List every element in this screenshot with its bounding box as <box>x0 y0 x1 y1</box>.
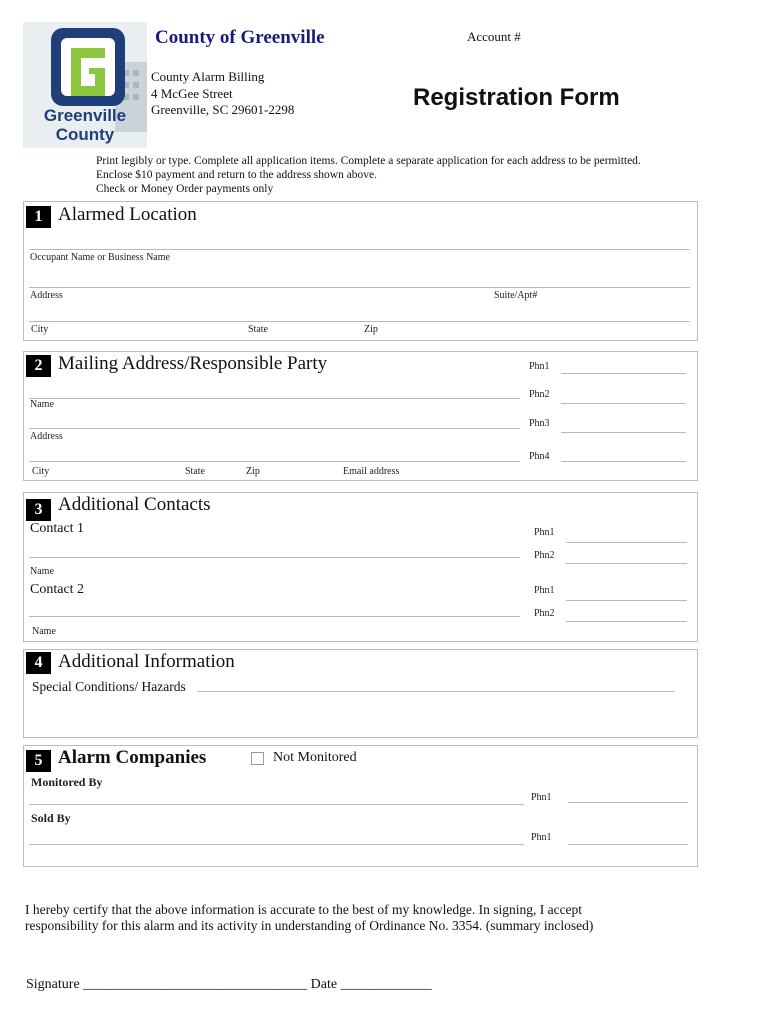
org-name: County of Greenville <box>155 27 325 48</box>
contact2-name-label: Name <box>32 626 56 637</box>
occupant-name-line[interactable] <box>29 249 690 250</box>
section-additional-information <box>23 649 698 738</box>
sold-by-label: Sold By <box>31 811 71 825</box>
phn4-label: Phn4 <box>529 451 550 462</box>
section-title: Additional Contacts <box>58 494 211 515</box>
address-label: Address <box>30 290 63 301</box>
instructions-line1: Print legibly or type. Complete all application items. Complete a separate application for each address to be permitted. <box>96 155 641 167</box>
logo-text-greenville: Greenville <box>43 106 127 125</box>
section-mailing-address <box>23 351 698 481</box>
contact2-phn1-label: Phn1 <box>534 585 555 596</box>
contact2-phn2-line[interactable] <box>566 621 687 622</box>
not-monitored-checkbox[interactable] <box>251 752 264 765</box>
section-additional-contacts <box>23 492 698 642</box>
instructions-line2: Enclose $10 payment and return to the address shown above. <box>96 169 378 181</box>
special-conditions-label: Special Conditions/ Hazards <box>32 679 186 694</box>
address-label: Address <box>30 431 63 442</box>
section-alarm-companies <box>23 745 698 867</box>
not-monitored-label: Not Monitored <box>273 750 357 765</box>
section-alarmed-location <box>23 201 698 341</box>
contact1-label: Contact 1 <box>30 521 85 536</box>
city-label: City <box>31 324 49 335</box>
contact1-phn1-line[interactable] <box>566 542 687 543</box>
section-number: 5 <box>26 750 51 772</box>
special-conditions-line[interactable] <box>198 691 674 692</box>
instructions-line3: Check or Money Order payments only <box>96 183 274 195</box>
certification-line2: responsibility for this alarm and its activity in understanding of Ordinance No. 3354. (summary inclosed) <box>25 918 594 933</box>
billing-address-line1: County Alarm Billing <box>151 69 265 84</box>
form-title: Registration Form <box>413 84 620 111</box>
monitored-by-line[interactable] <box>29 804 524 805</box>
sold-by-phn1-line[interactable] <box>568 844 688 845</box>
contact1-name-line[interactable] <box>29 557 520 558</box>
section-title: Alarm Companies <box>58 747 207 768</box>
section-number: 3 <box>26 499 51 521</box>
section-number: 2 <box>26 355 51 377</box>
name-label: Name <box>30 399 54 410</box>
occupant-name-label: Occupant Name or Business Name <box>30 252 170 263</box>
state-label: State <box>248 324 268 335</box>
contact1-phn2-line[interactable] <box>566 563 687 564</box>
address-line[interactable] <box>29 287 690 288</box>
section-title: Additional Information <box>58 651 235 672</box>
contact2-phn1-line[interactable] <box>566 600 687 601</box>
billing-address-line2: 4 McGee Street <box>151 86 233 101</box>
section-number: 4 <box>26 652 51 674</box>
sold-by-line[interactable] <box>29 844 524 845</box>
phn1-line[interactable] <box>561 373 686 374</box>
contact2-label: Contact 2 <box>30 582 85 597</box>
phn2-label: Phn2 <box>529 389 550 400</box>
zip-label: Zip <box>364 324 378 335</box>
contact1-name-label: Name <box>30 566 54 577</box>
city-state-zip-line[interactable] <box>29 321 690 322</box>
phn1-label: Phn1 <box>529 361 550 372</box>
phn3-label: Phn3 <box>529 418 550 429</box>
section-title: Mailing Address/Responsible Party <box>58 353 328 374</box>
state-label: State <box>185 466 205 477</box>
date-field[interactable]: _____________ <box>340 977 432 992</box>
section-number: 1 <box>26 206 51 228</box>
city-line[interactable] <box>29 461 520 462</box>
section-title: Alarmed Location <box>58 204 197 225</box>
phn3-line[interactable] <box>561 432 686 433</box>
phn4-line[interactable] <box>561 461 686 462</box>
certification-line1: I hereby certify that the above information is accurate to the best of my knowledge. In signing, I accept <box>25 902 583 917</box>
email-label: Email address <box>343 466 400 477</box>
phn2-line[interactable] <box>561 403 686 404</box>
zip-label: Zip <box>246 466 260 477</box>
account-label: Account # <box>467 29 521 44</box>
contact2-name-line[interactable] <box>29 616 520 617</box>
monitored-by-label: Monitored By <box>31 775 103 789</box>
address-line[interactable] <box>29 428 520 429</box>
signature-row <box>26 977 432 993</box>
signature-label: Signature <box>26 977 80 992</box>
city-label: City <box>32 466 50 477</box>
billing-address-line3: Greenville, SC 29601-2298 <box>151 102 295 117</box>
sold-by-phn1-label: Phn1 <box>531 832 552 843</box>
monitored-by-phn1-label: Phn1 <box>531 792 552 803</box>
name-line[interactable] <box>29 398 520 399</box>
date-label: Date <box>310 977 338 992</box>
county-logo <box>23 22 147 148</box>
logo-text-county: County <box>55 125 115 144</box>
contact2-phn2-label: Phn2 <box>534 608 555 619</box>
signature-field[interactable]: ________________________________ <box>83 977 308 992</box>
monitored-by-phn1-line[interactable] <box>568 802 688 803</box>
contact1-phn2-label: Phn2 <box>534 550 555 561</box>
contact1-phn1-label: Phn1 <box>534 527 555 538</box>
suite-label: Suite/Apt# <box>494 290 538 301</box>
